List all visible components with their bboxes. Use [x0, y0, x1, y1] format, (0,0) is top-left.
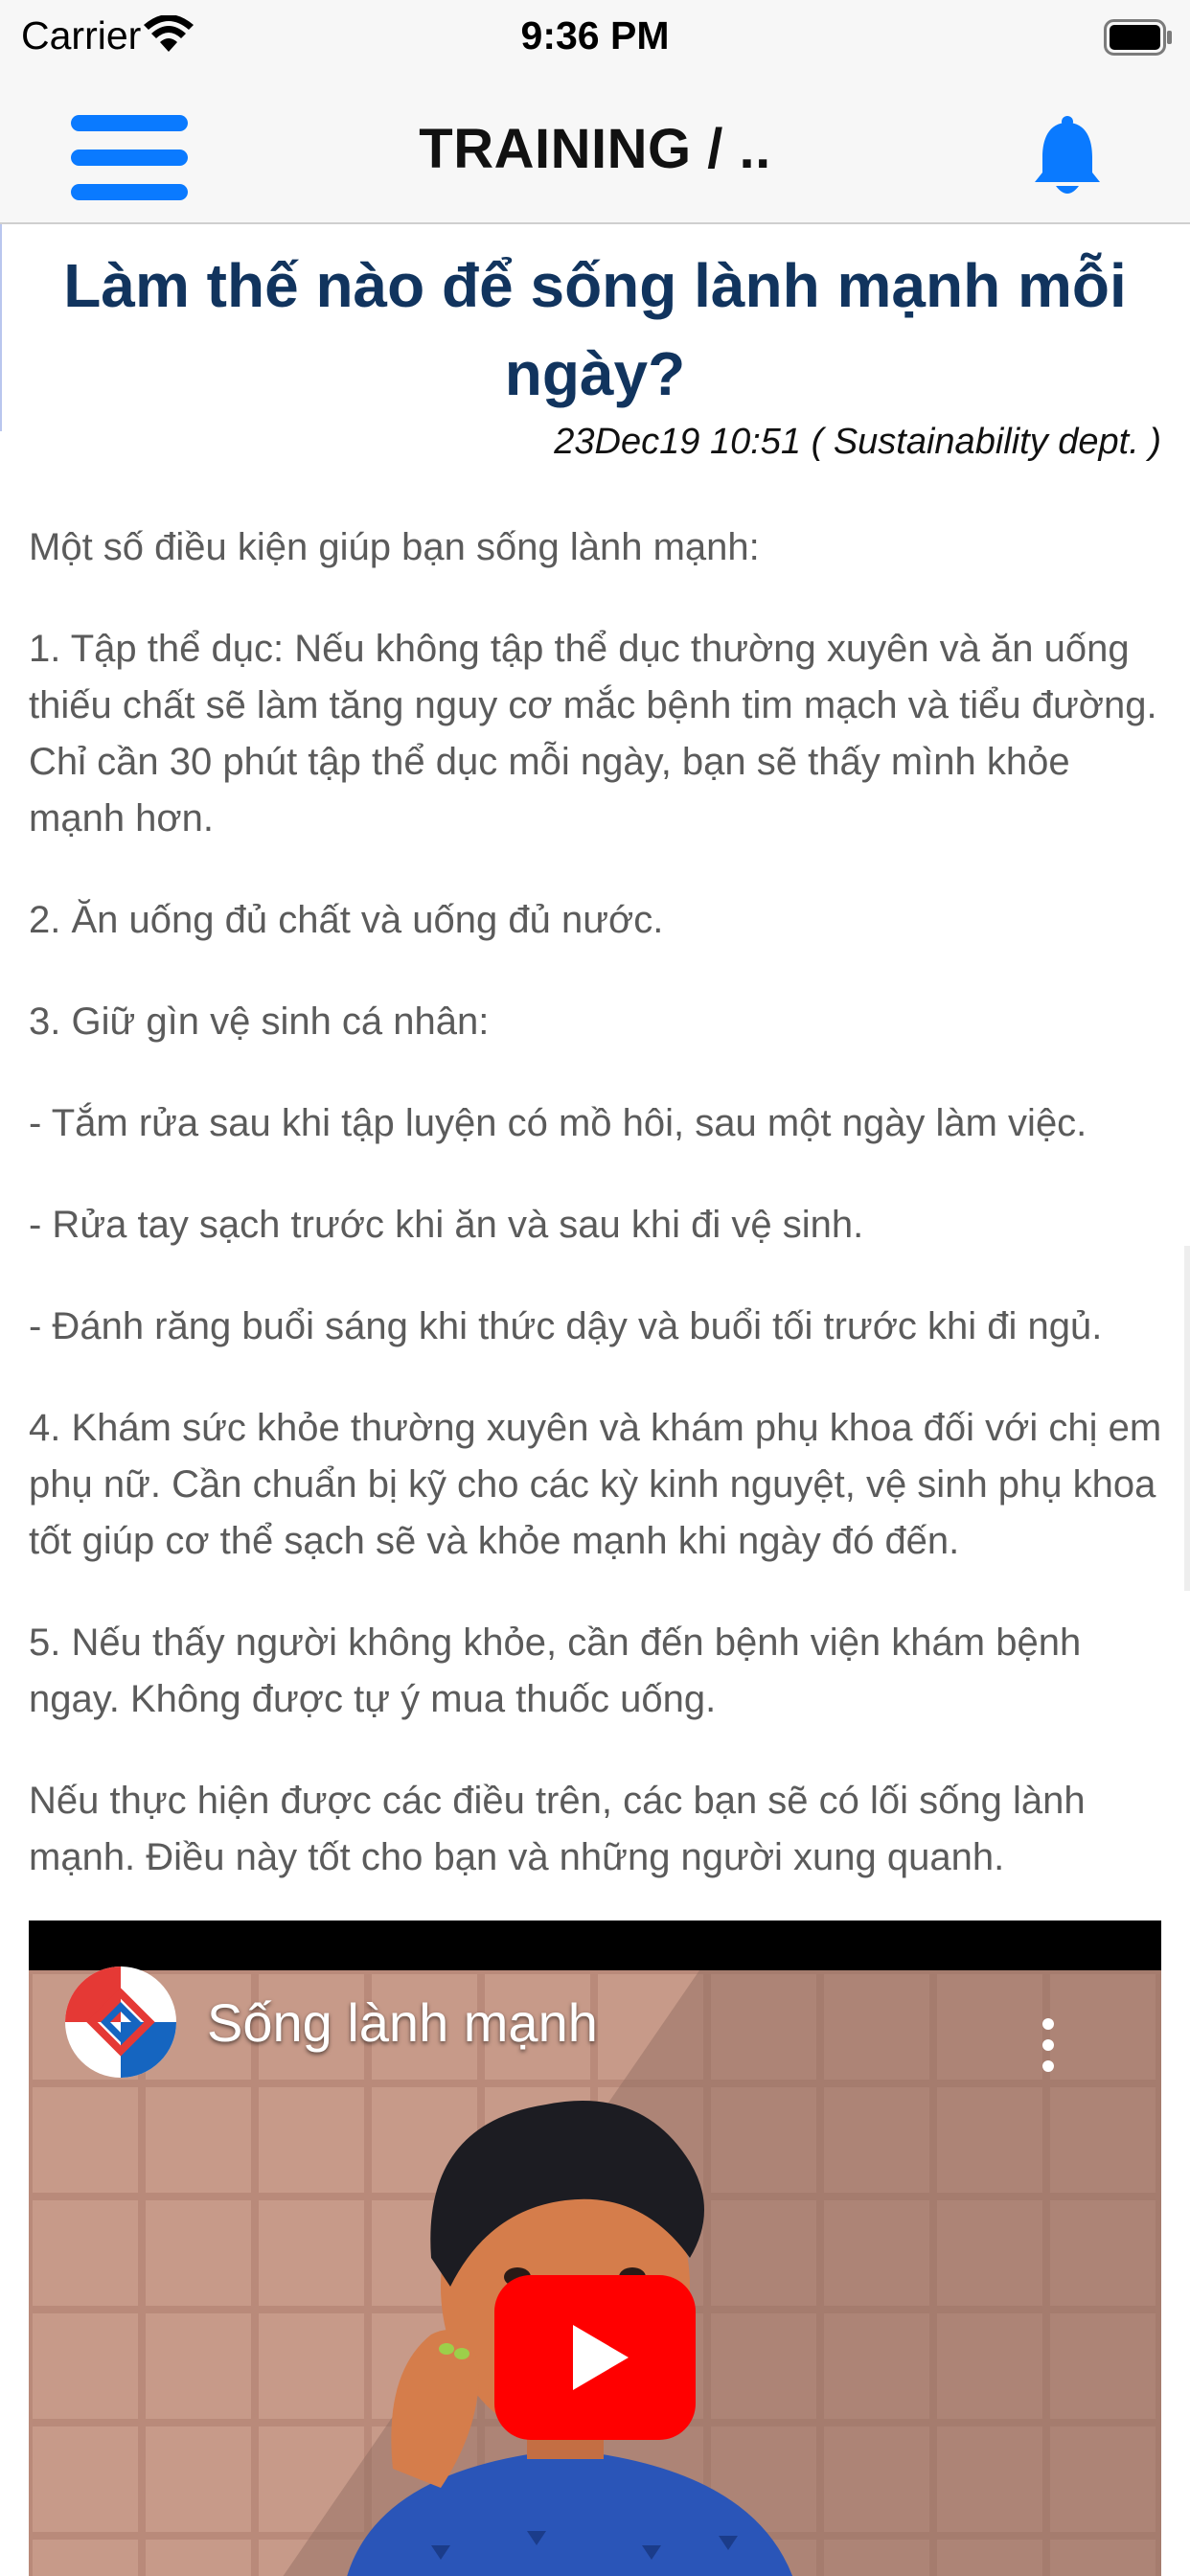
article-title: Làm thế nào để sống lành mạnh mỗi ngày?: [63, 251, 1127, 408]
notification-button[interactable]: [1031, 113, 1104, 199]
more-vertical-icon[interactable]: [1039, 2016, 1058, 2074]
carrier-label: Carrier: [21, 13, 142, 58]
nav-bar: [0, 75, 1190, 224]
nav-title: TRAINING / ..: [419, 118, 771, 180]
paragraph: 1. Tập thể dục: Nếu không tập thể dục thường xuyên và ăn uống thiếu chất sẽ làm tăng nguy cơ mắc bệnh tim mạch và tiểu đường. Chỉ cần 30 phút tập thể dục mỗi ngày, bạn sẽ thấy mình khỏe mạnh hơn.: [29, 628, 1157, 840]
article-body: [29, 519, 1169, 1931]
scroll-edge: [1184, 1246, 1190, 1591]
youtube-play-icon[interactable]: [494, 2275, 696, 2440]
battery-icon: [1104, 19, 1173, 56]
channel-logo-icon: [63, 1965, 178, 2080]
paragraph: - Đánh răng buổi sáng khi thức dậy và buổi tối trước khi đi ngủ.: [29, 1305, 1103, 1347]
video-title: Sống lành mạnh: [207, 1992, 598, 2053]
bell-icon: [1031, 113, 1104, 199]
status-time: 9:36 PM: [520, 13, 670, 58]
paragraph: 5. Nếu thấy người không khỏe, cần đến bệnh viện khám bệnh ngay. Không được tự ý mua thuốc uống.: [29, 1622, 1082, 1720]
paragraph: Một số điều kiện giúp bạn sống lành mạnh:: [29, 526, 760, 568]
paragraph: 2. Ăn uống đủ chất và uống đủ nước.: [29, 899, 664, 941]
paragraph: Nếu thực hiện được các điều trên, các bạn sẽ có lối sống lành mạnh. Điều này tốt cho bạn và những người xung quanh.: [29, 1780, 1086, 1878]
edge-divider: [0, 224, 2, 431]
paragraph: 4. Khám sức khỏe thường xuyên và khám phụ khoa đối với chị em phụ nữ. Cần chuẩn bị kỹ cho các kỳ kinh nguyệt, vệ sinh phụ khoa tốt giúp cơ thể sạch sẽ và khỏe mạnh khi ngày đó đến.: [29, 1407, 1162, 1562]
article-meta: 23Dec19 10:51 ( Sustainability dept. ): [554, 422, 1161, 462]
paragraph: - Rửa tay sạch trước khi ăn và sau khi đi vệ sinh.: [29, 1204, 864, 1246]
video-thumbnail: [29, 1970, 1161, 2576]
paragraph: 3. Giữ gìn vệ sinh cá nhân:: [29, 1000, 490, 1043]
video-player[interactable]: [29, 1920, 1161, 2576]
paragraph: - Tắm rửa sau khi tập luyện có mồ hôi, sau một ngày làm việc.: [29, 1102, 1087, 1144]
status-bar: [0, 0, 1190, 75]
